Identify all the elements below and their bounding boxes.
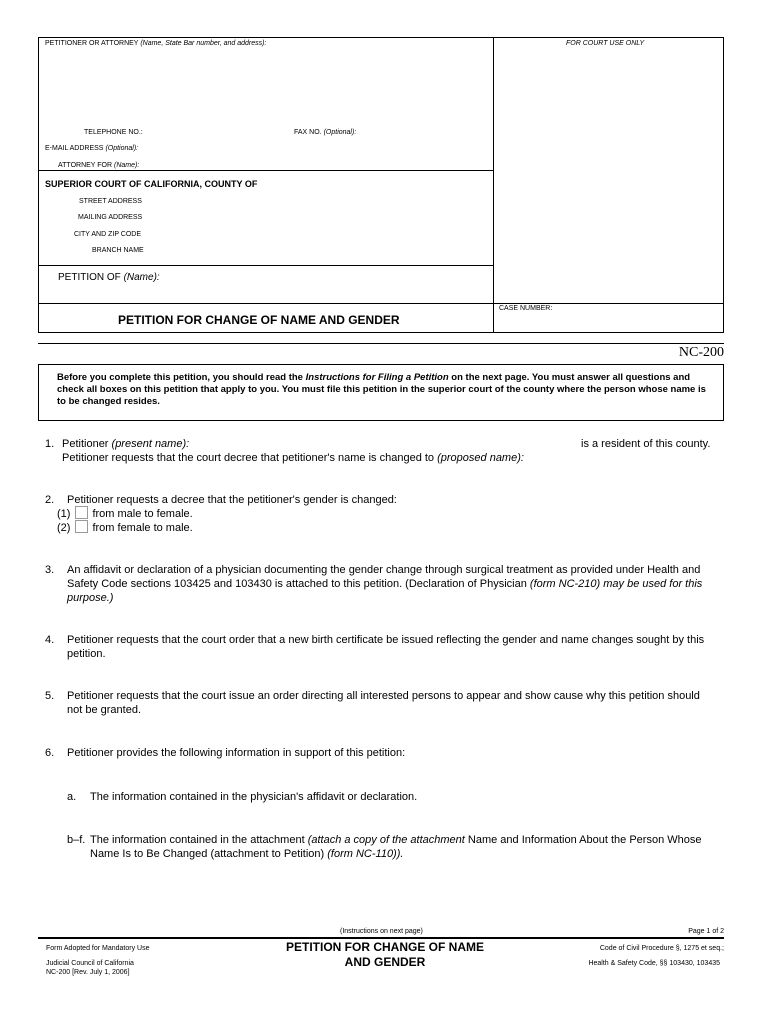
option-1-number: (1) xyxy=(57,508,71,520)
option-2-label: from female to male. xyxy=(92,522,193,534)
court-use-only xyxy=(566,40,644,47)
item-2-option-2 xyxy=(57,520,193,535)
branch-name-label: BRANCH NAME xyxy=(92,247,144,254)
petition-of-text: PETITION OF xyxy=(58,272,121,283)
item-6a-label: a. xyxy=(67,791,77,803)
instructions-text-1: Before you complete this petition, you should read the xyxy=(57,372,306,383)
footer-title-line-1: PETITION FOR CHANGE OF NAME xyxy=(286,940,484,954)
fax-text: FAX NO. xyxy=(294,129,322,136)
form-title: PETITION FOR CHANGE OF NAME AND GENDER xyxy=(118,313,400,327)
item-1-hint: (present name): xyxy=(111,438,190,450)
male-to-female-checkbox[interactable] xyxy=(75,506,88,519)
petitioner-attorney-hint: (Name, State Bar number, and address): xyxy=(140,40,267,47)
item-1-resident: is a resident of this county. xyxy=(581,438,711,450)
item-1-line2-hint: (proposed name): xyxy=(437,452,524,464)
option-1-label: from male to female. xyxy=(92,508,193,520)
item-6-number: 6. xyxy=(45,747,55,759)
email-text: E-MAIL ADDRESS xyxy=(45,145,104,152)
item-6-text: Petitioner provides the following information in support of this petition: xyxy=(67,747,406,759)
telephone-label: TELEPHONE NO.: xyxy=(84,129,143,136)
item-1-number: 1. xyxy=(45,438,55,450)
item-4-text: Petitioner requests that the court order that a new birth certificate be issued reflecting the gender and name changes sought by this petition. xyxy=(67,634,705,660)
petition-of-hint: (Name): xyxy=(123,272,160,283)
court-title: SUPERIOR COURT OF CALIFORNIA, COUNTY OF xyxy=(45,179,258,189)
petition-of-divider xyxy=(39,265,493,266)
item-3-text xyxy=(67,563,717,605)
item-3-main: An affidavit or declaration of a physician documenting the gender change through surgical treatment as provided under Health and Safety Code sections 103425 and 103430 is attached to this petition. (Declaration of Physician xyxy=(67,564,701,590)
form-adopted: Form Adopted for Mandatory Use xyxy=(46,945,150,952)
item-1-proposed-name xyxy=(62,451,524,465)
item-6bf-italic-1: (attach a copy of the attachment xyxy=(307,834,465,846)
form-number: NC-200 xyxy=(678,345,724,360)
page-number: Page 1 of 2 xyxy=(688,928,724,935)
petitioner-attorney-text: PETITIONER OR ATTORNEY xyxy=(45,40,139,47)
item-3-italic: (form NC-210) may be used for this purpose.) xyxy=(67,578,703,604)
form-revision: NC-200 [Rev. July 1, 2006] xyxy=(46,969,130,976)
email-label xyxy=(45,145,138,152)
petitioner-attorney-label xyxy=(45,40,266,47)
footer-title-line-2: AND GENDER xyxy=(344,955,426,969)
code-civil-procedure: Code of Civil Procedure §, 1275 et seq.; xyxy=(599,945,724,952)
instructions-italic: Instructions for Filing a Petition xyxy=(305,372,449,383)
petition-of-label xyxy=(58,272,160,283)
item-2-option-1 xyxy=(57,506,193,521)
email-hint: (Optional): xyxy=(105,145,139,152)
item-5-number: 5. xyxy=(45,690,55,702)
instructions-text-2: on the next page. You must answer all questions and check all boxes on this petition that apply to you. You must file this petition in the superior court of the county where the person whose name is to be changed resides. xyxy=(57,372,706,407)
court-use-only-text: FOR COURT USE ONLY xyxy=(566,40,645,47)
case-number-label: CASE NUMBER: xyxy=(499,305,553,312)
caption-vertical-divider xyxy=(493,38,494,332)
item-6bf-text xyxy=(90,833,710,861)
attorney-for-text: ATTORNEY FOR xyxy=(58,162,113,169)
instructions-box xyxy=(38,364,724,421)
footer-title xyxy=(270,940,500,970)
city-zip-label: CITY AND ZIP CODE xyxy=(74,231,142,238)
item-1-label: Petitioner xyxy=(62,438,112,450)
judicial-council: Judicial Council of California xyxy=(46,960,134,967)
female-to-male-checkbox[interactable] xyxy=(75,520,88,533)
item-6a-text: The information contained in the physician's affidavit or declaration. xyxy=(90,791,418,803)
item-2-text: Petitioner requests a decree that the petitioner's gender is changed: xyxy=(67,494,397,506)
item-6bf-text-1: The information contained in the attachment xyxy=(90,834,308,846)
item-3-number: 3. xyxy=(45,564,55,576)
footer-rule xyxy=(38,937,724,939)
item-1-line2: Petitioner requests that the court decree that petitioner's name is changed to xyxy=(62,452,438,464)
item-4-number: 4. xyxy=(45,634,55,646)
form-number-rule xyxy=(38,343,724,344)
item-1-present-name xyxy=(62,437,189,451)
option-2-number: (2) xyxy=(57,522,71,534)
street-address-label: STREET ADDRESS xyxy=(79,198,142,205)
fax-hint: (Optional): xyxy=(323,129,357,136)
health-safety-code: Health & Safety Code, §§ 103430, 103435 xyxy=(588,960,720,967)
item-5-text: Petitioner requests that the court issue an order directing all interested persons to appear and show cause why this petition should not be granted. xyxy=(67,690,700,716)
item-6bf-label: b–f. xyxy=(67,834,86,846)
fax-label xyxy=(294,129,356,136)
court-section-divider xyxy=(39,170,493,171)
item-2-number: 2. xyxy=(45,494,55,506)
attorney-for-hint: (Name): xyxy=(114,162,140,169)
attorney-for-label xyxy=(58,162,139,169)
item-6bf-text-2: Name and Information About the Person Whose Name Is to Be Changed (attachment to Petition) xyxy=(90,834,702,860)
instructions-next-page: (Instructions on next page) xyxy=(340,928,423,935)
item-6bf-italic-2: (form NC-110)). xyxy=(327,848,404,860)
title-section-divider xyxy=(39,303,723,304)
mailing-address-label: MAILING ADDRESS xyxy=(78,214,143,221)
